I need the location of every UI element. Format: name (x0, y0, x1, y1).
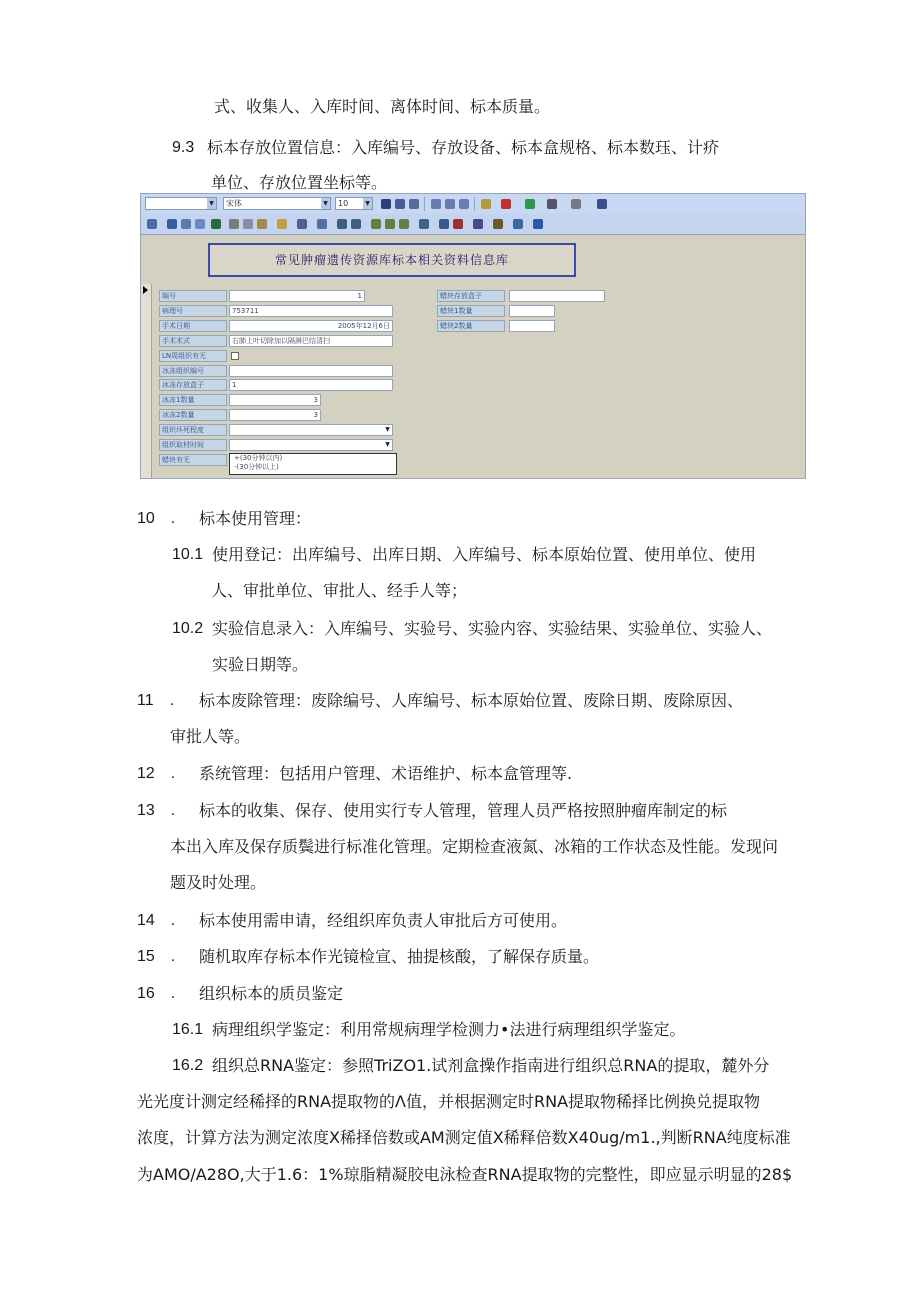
view-icon[interactable] (147, 219, 157, 229)
special-effect-icon[interactable] (597, 199, 607, 209)
field-value: 2005年12月6日 (337, 322, 390, 330)
dropdown-option[interactable]: +(30分钟以内) (234, 454, 283, 462)
document-line: 人、审批单位、审批人、经手人等； (211, 581, 468, 600)
field-input[interactable] (229, 379, 393, 391)
dropdown-list[interactable] (229, 453, 397, 475)
document-line: 随机取库存标本作光镜检宣、抽提核酸，了解保存质量。 (199, 947, 600, 966)
line-number: 10 . (137, 510, 176, 527)
italic-icon[interactable] (395, 199, 405, 209)
find-icon[interactable] (419, 219, 429, 229)
record-selector[interactable] (141, 284, 152, 479)
field-label: 蜡块有无 (159, 454, 227, 466)
embedded-form-screenshot (140, 193, 806, 479)
document-line: 标本使用管理： (199, 509, 312, 528)
document-line: 使用登记：出库编号、出库日期、入库编号、标本原始位置、使用单位、使用 (212, 545, 757, 564)
field-label: 组织取材时间 (159, 439, 227, 451)
spelling-icon[interactable] (211, 219, 221, 229)
line-number: 14 . (137, 912, 176, 929)
form-title: 常见肿瘤遗传资源库标本相关资料信息库 (208, 243, 576, 277)
print-preview-icon[interactable] (195, 219, 205, 229)
new-object-icon[interactable] (513, 219, 523, 229)
document-line: 组织总RNA鉴定：参照TriZO1.试剂盒操作指南进行组织总RNA的提取，麓外分 (212, 1056, 770, 1075)
font-size-select[interactable]: 10 ▼ (335, 197, 373, 210)
format-painter-icon[interactable] (277, 219, 287, 229)
document-line: 标本的收集、保存、使用实行专人管理，管理人员严格按照肿瘤库制定的标 (199, 801, 728, 820)
field-input[interactable] (509, 290, 605, 302)
field-value: 1 (232, 381, 237, 389)
document-line: 浓度，计算方法为测定浓度X稀择倍数或AM测定值X稀释倍数X40ug∕m1.,判断RNA纯度标准 (137, 1128, 791, 1147)
database-window-icon[interactable] (493, 219, 503, 229)
document-line: 为AMO/A28O,大于1.6：1%琼脂精凝胶电泳检查RNA提取物的完整性，即应显示明显的28$ (137, 1165, 793, 1184)
cut-icon[interactable] (229, 219, 239, 229)
chevron-down-icon[interactable]: ▼ (385, 426, 390, 433)
field-label: 编号 (159, 290, 227, 302)
current-record-arrow-icon (143, 286, 148, 294)
line-color-icon[interactable] (525, 199, 535, 209)
filter-by-selection-icon[interactable] (371, 219, 381, 229)
field-combobox[interactable] (229, 439, 393, 451)
line-number: 10.2 (172, 620, 204, 637)
line-number: 15 . (137, 948, 176, 965)
field-input[interactable] (229, 335, 393, 347)
line-number: 11 . (137, 692, 175, 709)
font-color-icon[interactable] (501, 199, 511, 209)
document-line: 组织标本的质员鉴定 (199, 984, 344, 1003)
document-line: 光光度计测定经稀择的RNA提取物的Λ值，并根据测定时RNA提取物稀择比例换兑提取物 (137, 1092, 761, 1111)
field-input[interactable] (509, 305, 555, 317)
field-label: 冰冻存放盒子 (159, 379, 227, 391)
underline-icon[interactable] (409, 199, 419, 209)
font-size-value: 10 (338, 199, 349, 208)
document-line: 实验日期等。 (212, 655, 309, 674)
field-input[interactable] (229, 365, 393, 377)
field-label: 蜡块1数量 (437, 305, 505, 317)
document-line: 系统管理：包括用户管理、术语维护、标本盒管理等. (199, 764, 573, 783)
field-input[interactable] (229, 320, 393, 332)
formatting-toolbar (141, 194, 806, 215)
font-name-select[interactable]: 宋体 ▼ (223, 197, 331, 210)
field-input[interactable] (229, 290, 365, 302)
field-label: 蜡块2数量 (437, 320, 505, 332)
undo-icon[interactable] (297, 219, 307, 229)
line-number: 12 . (137, 765, 176, 782)
style-select[interactable]: ▼ (145, 197, 217, 210)
field-label: 冰冻组织编号 (159, 365, 227, 377)
field-value: 1 (357, 292, 362, 300)
field-label: 手术日期 (159, 320, 227, 332)
document-line: 实验信息录入：入库编号、实验号、实验内容、实验结果、实验单位、实验人、 (212, 619, 773, 638)
document-line: 题及时处理。 (170, 873, 267, 892)
line-number: 9.3 (172, 139, 195, 156)
standard-toolbar (141, 214, 806, 235)
align-right-icon[interactable] (459, 199, 469, 209)
document-line: 本出入库及保存质鬓进行标准化管理。定期检查液氮、冰箱的工作状态及性能。发现问 (170, 837, 779, 856)
field-value: 3 (313, 411, 318, 419)
sort-descending-icon[interactable] (351, 219, 361, 229)
print-icon[interactable] (181, 219, 191, 229)
field-label: 手术术式 (159, 335, 227, 347)
align-center-icon[interactable] (445, 199, 455, 209)
field-value: 右肺上叶切除加以隔淋巴结清扫 (232, 337, 330, 345)
field-label: 组织坏死程度 (159, 424, 227, 436)
document-line: 审批人等。 (170, 727, 251, 746)
apply-filter-icon[interactable] (399, 219, 409, 229)
font-name-value: 宋体 (226, 199, 242, 208)
line-number: 16.1 (172, 1021, 204, 1038)
paste-icon[interactable] (257, 219, 267, 229)
sort-ascending-icon[interactable] (337, 219, 347, 229)
document-line: 标本使用需申请，经组织库负责人审批后方可使用。 (199, 911, 568, 930)
field-input[interactable] (229, 394, 321, 406)
field-input[interactable] (509, 320, 555, 332)
document-line: 病理组织学鉴定：利用常规病理学检测力•法进行病理组织学鉴定。 (212, 1020, 686, 1039)
line-number: 16 . (137, 985, 176, 1002)
field-combobox[interactable] (229, 424, 393, 436)
line-number: 13 . (137, 802, 176, 819)
field-label: 蜡块存放盒子 (437, 290, 505, 302)
copy-icon[interactable] (243, 219, 253, 229)
save-icon[interactable] (167, 219, 177, 229)
hyperlink-icon[interactable] (317, 219, 327, 229)
document-line: 式、收集人、入库时间、离体时间、标本质量。 (214, 97, 551, 116)
line-number: 16.2 (172, 1057, 204, 1074)
field-checkbox[interactable] (231, 352, 239, 360)
new-record-icon[interactable] (439, 219, 449, 229)
field-label: LN周组织有无 (159, 350, 227, 362)
delete-record-icon[interactable] (453, 219, 463, 229)
bold-icon[interactable] (381, 199, 391, 209)
align-left-icon[interactable] (431, 199, 441, 209)
line-style-icon[interactable] (571, 199, 581, 209)
document-line: 标本存放位置信息：入库编号、存放设备、标本盒规格、标本数珏、计疥 (207, 138, 720, 157)
field-label: 冰冻1数量 (159, 394, 227, 406)
chevron-down-icon[interactable]: ▼ (385, 441, 390, 448)
document-line: 单位、存放位置坐标等。 (211, 173, 388, 192)
dropdown-option[interactable]: -(30分钟以上) (234, 463, 279, 471)
field-input[interactable] (229, 305, 393, 317)
field-value: 753711 (232, 307, 259, 315)
field-label: 病理号 (159, 305, 227, 317)
field-label: 冰冻2数量 (159, 409, 227, 421)
document-line: 标本废除管理：废除编号、人库编号、标本原始位置、废除日期、废除原因、 (199, 691, 744, 710)
fill-color-icon[interactable] (481, 199, 491, 209)
help-icon[interactable] (533, 219, 543, 229)
filter-by-form-icon[interactable] (385, 219, 395, 229)
field-value: 3 (313, 396, 318, 404)
field-input[interactable] (229, 409, 321, 421)
properties-icon[interactable] (473, 219, 483, 229)
line-number: 10.1 (172, 546, 204, 563)
border-icon[interactable] (547, 199, 557, 209)
